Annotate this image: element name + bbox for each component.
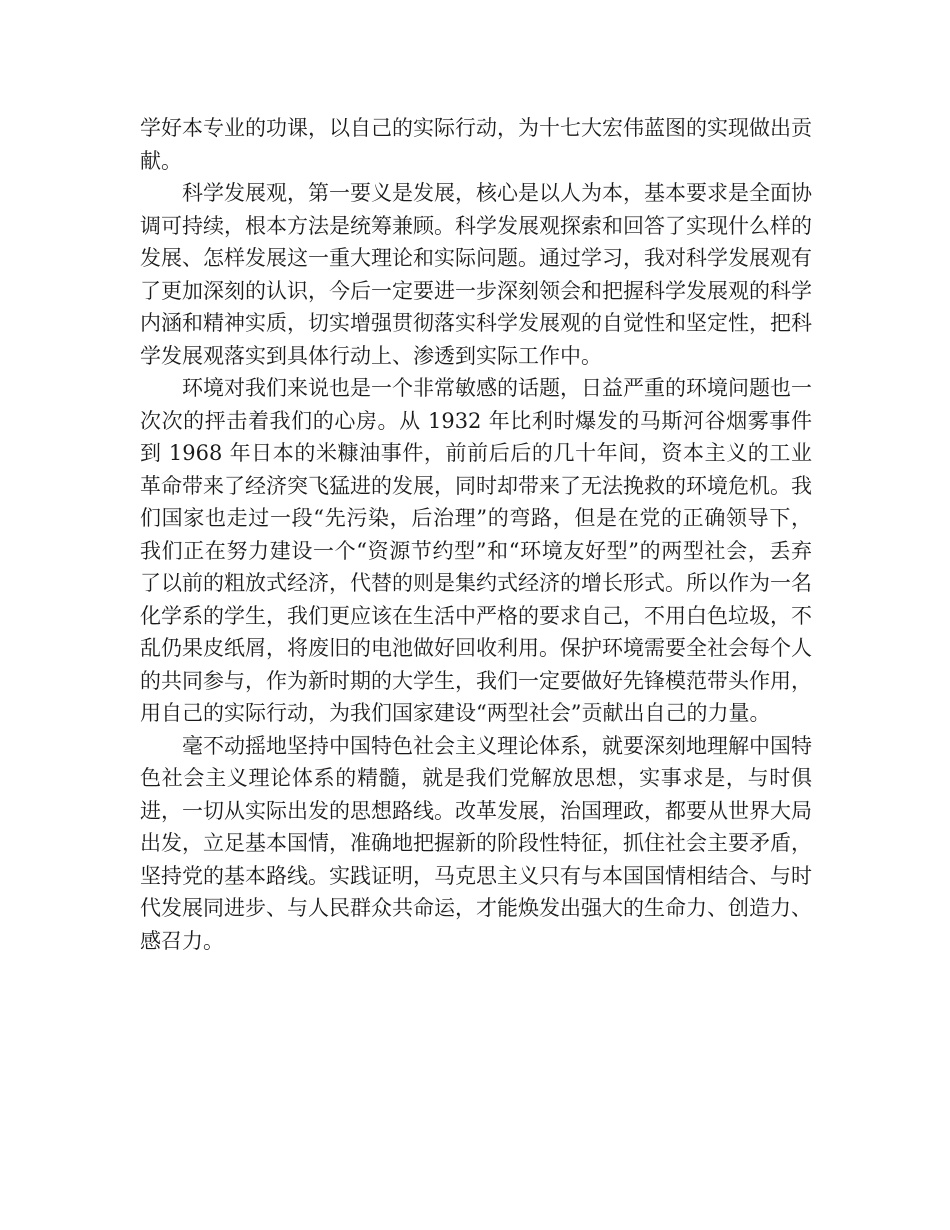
document-body: [140, 112, 812, 957]
paragraph-4: 毫不动摇地坚持中国特色社会主义理论体系，就要深刻地理解中国特色社会主义理论体系的精髓，就是我们党解放思想，实事求是，与时俱进，一切从实际出发的思想路线。改革发展，治国理政，都要从世界大局出发，立足基本国情，准确地把握新的阶段性特征，抓住社会主要矛盾，坚持党的基本路线。实践证明，马克思主义只有与本国国情相结合、与时代发展同进步、与人民群众共命运，才能焕发出强大的生命力、创造力、感召力。: [140, 733, 812, 953]
paragraph-3: 环境对我们来说也是一个非常敏感的话题，日益严重的环境问题也一次次的抨击着我们的心房。从 1932 年比利时爆发的马斯河谷烟雾事件到 1968 年日本的米糠油事件，前前后后的几十年间，资本主义的工业革命带来了经济突飞猛进的发展，同时却带来了无法挽救的环境危机。我们国家也走过一段“先污染，后治理”的弯路，但是在党的正确领导下，我们正在努力建设一个“资源节约型”和“环境友好型”的两型社会，丢弃了以前的粗放式经济，代替的则是集约式经济的增长形式。所以作为一名化学系的学生，我们更应该在生活中严格的要求自己，不用白色垃圾，不乱仍果皮纸屑，将废旧的电池做好回收利用。保护环境需要全社会每个人的共同参与，作为新时期的大学生，我们一定要做好先锋模范带头作用，用自己的实际行动，为我们国家建设“两型社会”贡献出自己的力量。: [140, 376, 812, 725]
paragraph-1: 学好本专业的功课，以自己的实际行动，为十七大宏伟蓝图的实现做出贡献。: [140, 116, 812, 173]
paragraph-2: 科学发展观，第一要义是发展，核心是以人为本，基本要求是全面协调可持续，根本方法是统筹兼顾。科学发展观探索和回答了实现什么样的发展、怎样发展这一重大理论和实际问题。通过学习，我对科学发展观有了更加深刻的认识，今后一定要进一步深刻领会和把握科学发展观的科学内涵和精神实质，切实增强贯彻落实科学发展观的自觉性和坚定性，把科学发展观落实到具体行动上、渗透到实际工作中。: [140, 181, 812, 368]
